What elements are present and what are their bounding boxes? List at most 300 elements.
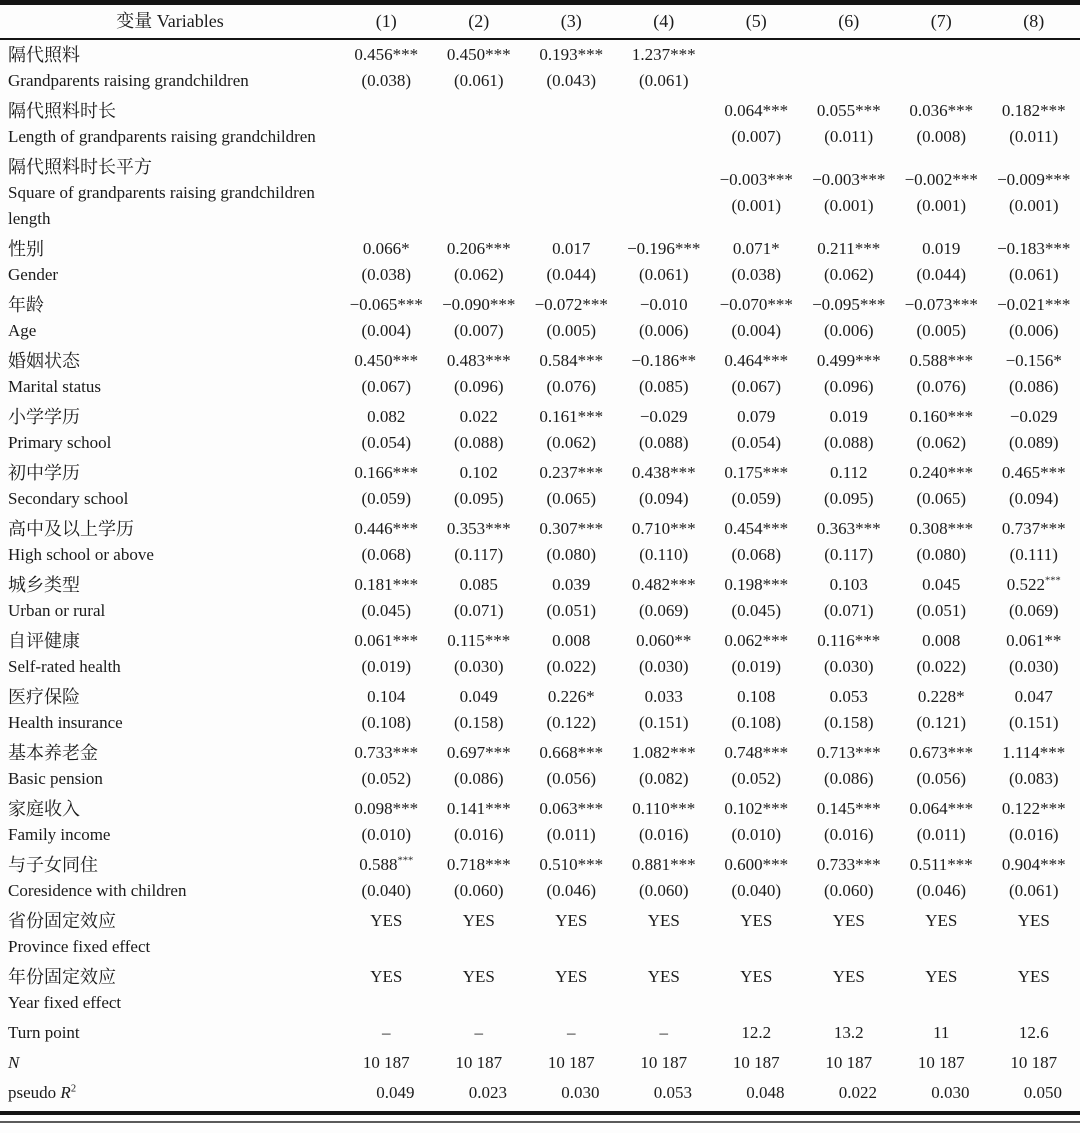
coefficient: YES <box>1017 911 1050 930</box>
standard-error: (0.001) <box>1008 196 1059 215</box>
standard-error: (0.096) <box>823 377 874 396</box>
standard-error: (0.061) <box>1008 265 1059 284</box>
coefficient: 1.237*** <box>631 45 696 64</box>
standard-error: (0.117) <box>824 545 874 564</box>
value-cell <box>433 42 526 94</box>
coefficient: 0.206*** <box>446 239 511 258</box>
value-cell <box>710 154 803 232</box>
value-cell <box>618 908 711 960</box>
coefficient: YES <box>925 911 958 930</box>
variable-label <box>0 908 340 960</box>
value-cell <box>525 852 618 904</box>
coefficient: 0.450*** <box>354 351 419 370</box>
coefficient: 0.483*** <box>446 351 511 370</box>
standard-error: (0.061) <box>638 265 689 284</box>
standard-error: (0.068) <box>361 545 412 564</box>
coefficient: 0.697*** <box>446 743 511 762</box>
coefficient: YES <box>1017 967 1050 986</box>
variable-label-zh: 年龄 <box>8 295 44 315</box>
value-cell <box>340 908 433 960</box>
variable-label-en: Basic pension <box>8 769 103 788</box>
coefficient: 0.363*** <box>816 519 881 538</box>
value-cell <box>433 154 526 232</box>
table-row <box>0 850 1080 906</box>
standard-error: (0.044) <box>916 265 967 284</box>
value-cell <box>618 964 711 1016</box>
column-header: (4) <box>653 11 675 31</box>
value-cell <box>895 292 988 344</box>
coefficient: 0.008 <box>552 631 591 650</box>
stat-row-label: Turn point <box>8 1023 80 1042</box>
variable-label <box>0 154 340 232</box>
coefficient: 0.060** <box>636 631 692 650</box>
value-cell <box>433 572 526 624</box>
value-cell <box>525 516 618 568</box>
coefficient <box>340 98 433 124</box>
value-cell <box>988 154 1080 232</box>
coefficient: – <box>567 1023 576 1042</box>
table-row <box>0 234 1080 290</box>
table-row <box>0 626 1080 682</box>
value-cell <box>803 628 896 680</box>
coefficient: 0.499*** <box>816 351 881 370</box>
coefficient: 0.079 <box>737 407 776 426</box>
variable-label-zh: 高中及以上学历 <box>8 519 134 539</box>
coefficient: −0.003*** <box>719 170 793 189</box>
coefficient: 0.161*** <box>539 407 604 426</box>
coefficient: YES <box>925 967 958 986</box>
coefficient: −0.072*** <box>534 295 608 314</box>
value-cell <box>988 98 1080 150</box>
coefficient: 12.2 <box>741 1023 772 1042</box>
coefficient: 0.122*** <box>1001 799 1066 818</box>
coefficient: −0.073*** <box>904 295 978 314</box>
variable-label <box>0 98 340 150</box>
variable-label-zh: 性别 <box>8 239 44 259</box>
value-cell <box>340 1020 433 1046</box>
standard-error: (0.076) <box>546 377 597 396</box>
variable-label <box>0 404 340 456</box>
value-cell <box>895 628 988 680</box>
column-header: (1) <box>375 11 397 31</box>
coefficient: 0.112 <box>829 463 868 482</box>
value-cell <box>710 42 803 94</box>
table-row <box>0 402 1080 458</box>
value-cell <box>340 796 433 848</box>
value-cell <box>525 98 618 150</box>
variable-label-en: Primary school <box>8 433 112 452</box>
standard-error: (0.060) <box>823 881 874 900</box>
value-cell <box>803 1020 896 1046</box>
coefficient: 0.733*** <box>816 855 881 874</box>
column-header: (5) <box>745 11 767 31</box>
coefficient: 10 187 <box>1010 1053 1058 1072</box>
value-cell <box>988 796 1080 848</box>
standard-error: (0.151) <box>638 713 689 732</box>
coefficient: −0.065*** <box>349 295 423 314</box>
value-cell <box>988 1050 1080 1076</box>
coefficient: 0.045 <box>922 575 961 594</box>
coefficient: 0.668*** <box>539 743 604 762</box>
value-cell <box>895 1080 988 1106</box>
variable-label <box>0 572 340 624</box>
coefficient: 0.061*** <box>354 631 419 650</box>
coefficient: −0.002*** <box>904 170 978 189</box>
variable-label-zh: 家庭收入 <box>8 799 80 819</box>
standard-error: (0.054) <box>361 433 412 452</box>
coefficient: 10 187 <box>732 1053 780 1072</box>
value-cell <box>895 1020 988 1046</box>
value-cell <box>525 628 618 680</box>
standard-error: (0.086) <box>453 769 504 788</box>
coefficient: 0.064*** <box>724 101 789 120</box>
standard-error: (0.065) <box>916 489 967 508</box>
value-cell <box>340 572 433 624</box>
value-cell <box>988 348 1080 400</box>
standard-error: (0.062) <box>916 433 967 452</box>
standard-error: (0.030) <box>1008 657 1059 676</box>
value-cell <box>803 516 896 568</box>
coefficient: 0.584*** <box>539 351 604 370</box>
column-header: (6) <box>838 11 860 31</box>
standard-error: (0.008) <box>916 127 967 146</box>
value-cell <box>433 908 526 960</box>
coefficient: 0.446*** <box>354 519 419 538</box>
standard-error: (0.001) <box>823 196 874 215</box>
value-cell <box>340 964 433 1016</box>
table-row <box>0 1018 1080 1048</box>
value-cell <box>988 516 1080 568</box>
value-cell <box>895 460 988 512</box>
standard-error: (0.095) <box>453 489 504 508</box>
standard-error: (0.016) <box>638 825 689 844</box>
coefficient: 0.033 <box>644 687 683 706</box>
value-cell <box>895 964 988 1016</box>
table-row <box>0 1078 1080 1108</box>
coefficient: 0.240*** <box>909 463 974 482</box>
value-cell <box>803 740 896 792</box>
coefficient <box>618 98 711 124</box>
standard-error: (0.060) <box>638 881 689 900</box>
value-cell <box>618 98 711 150</box>
variable-label-en: Age <box>8 321 37 340</box>
coefficient: 0.053 <box>829 687 868 706</box>
value-cell <box>988 1020 1080 1046</box>
variable-label-en: Urban or rural <box>8 601 106 620</box>
variable-label-en: Health insurance <box>8 713 123 732</box>
standard-error: (0.108) <box>361 713 412 732</box>
coefficient: 10 187 <box>362 1053 410 1072</box>
value-cell <box>525 740 618 792</box>
coefficient: YES <box>462 967 495 986</box>
value-cell <box>988 1080 1080 1106</box>
standard-error: (0.052) <box>731 769 782 788</box>
value-cell <box>618 236 711 288</box>
standard-error: (0.045) <box>361 601 412 620</box>
value-cell <box>525 404 618 456</box>
coefficient: 0.049 <box>376 1083 415 1102</box>
coefficient: YES <box>647 967 680 986</box>
value-cell <box>340 740 433 792</box>
coefficient: 0.145*** <box>816 799 881 818</box>
standard-error: (0.005) <box>546 321 597 340</box>
value-cell <box>988 236 1080 288</box>
variable-label <box>0 852 340 904</box>
value-cell <box>895 98 988 150</box>
standard-error: (0.089) <box>1008 433 1059 452</box>
coefficient: 0.588*** <box>909 351 974 370</box>
value-cell <box>895 1050 988 1076</box>
standard-error: (0.011) <box>916 825 966 844</box>
value-cell <box>803 1050 896 1076</box>
table-row <box>0 682 1080 738</box>
standard-error: (0.010) <box>361 825 412 844</box>
standard-error: (0.040) <box>731 881 782 900</box>
variable-label <box>0 460 340 512</box>
value-cell <box>988 404 1080 456</box>
standard-error <box>710 68 803 94</box>
value-cell <box>340 348 433 400</box>
coefficient: 0.085 <box>459 575 498 594</box>
coefficient: 0.718*** <box>446 855 511 874</box>
value-cell <box>710 796 803 848</box>
coefficient: 0.071* <box>732 239 780 258</box>
standard-error <box>988 68 1080 94</box>
coefficient: 0.062*** <box>724 631 789 650</box>
value-cell <box>433 628 526 680</box>
coefficient: −0.183*** <box>997 239 1071 258</box>
standard-error <box>340 124 433 150</box>
header-variables: 变量 Variables <box>116 11 224 31</box>
coefficient: 0.048 <box>746 1083 785 1102</box>
value-cell <box>710 1080 803 1106</box>
standard-error: (0.158) <box>453 713 504 732</box>
value-cell <box>710 1050 803 1076</box>
standard-error: (0.005) <box>916 321 967 340</box>
variable-label-zh: 隔代照料时长 <box>8 101 116 121</box>
standard-error: (0.086) <box>1008 377 1059 396</box>
variable-label-en: Coresidence with children <box>8 881 187 900</box>
value-cell <box>710 572 803 624</box>
standard-error: (0.088) <box>823 433 874 452</box>
variable-label <box>0 236 340 288</box>
table-row <box>0 738 1080 794</box>
value-cell <box>525 348 618 400</box>
value-cell <box>618 572 711 624</box>
variable-label-zh: 自评健康 <box>8 631 80 651</box>
variable-label <box>0 796 340 848</box>
value-cell <box>525 1050 618 1076</box>
coefficient: 0.511*** <box>909 855 973 874</box>
standard-error: (0.122) <box>546 713 597 732</box>
coefficient: 0.450*** <box>446 45 511 64</box>
value-cell <box>803 964 896 1016</box>
coefficient: 1.114*** <box>1002 743 1066 762</box>
coefficient: 0.116*** <box>817 631 881 650</box>
coefficient: 0.008 <box>922 631 961 650</box>
value-cell <box>525 964 618 1016</box>
standard-error: (0.088) <box>638 433 689 452</box>
value-cell <box>710 964 803 1016</box>
value-cell <box>340 236 433 288</box>
stat-row-label: pseudo $R^2$ <box>8 1083 77 1102</box>
coefficient: 0.588*** <box>359 855 414 874</box>
standard-error: (0.068) <box>731 545 782 564</box>
standard-error: (0.062) <box>453 265 504 284</box>
coefficient: 0.713*** <box>816 743 881 762</box>
value-cell <box>895 684 988 736</box>
standard-error: (0.059) <box>361 489 412 508</box>
standard-error: (0.061) <box>453 71 504 90</box>
value-cell <box>618 796 711 848</box>
standard-error: (0.080) <box>916 545 967 564</box>
coefficient: YES <box>832 911 865 930</box>
value-cell <box>433 852 526 904</box>
variable-label-zh: 城乡类型 <box>8 575 80 595</box>
standard-error: (0.019) <box>731 657 782 676</box>
value-cell <box>895 796 988 848</box>
value-cell <box>618 684 711 736</box>
value-cell <box>618 460 711 512</box>
value-cell <box>895 572 988 624</box>
value-cell <box>710 98 803 150</box>
standard-error: (0.046) <box>546 881 597 900</box>
value-cell <box>340 154 433 232</box>
value-cell <box>340 1080 433 1106</box>
coefficient: YES <box>370 967 403 986</box>
value-cell <box>525 796 618 848</box>
value-cell <box>618 740 711 792</box>
coefficient: 0.673*** <box>909 743 974 762</box>
coefficient: −0.090*** <box>442 295 516 314</box>
coefficient: −0.196*** <box>627 239 701 258</box>
value-cell <box>525 236 618 288</box>
coefficient: 0.198*** <box>724 575 789 594</box>
standard-error: (0.069) <box>638 601 689 620</box>
standard-error: (0.111) <box>1009 545 1058 564</box>
value-cell <box>803 236 896 288</box>
value-cell <box>988 292 1080 344</box>
coefficient: 0.226* <box>547 687 595 706</box>
variable-label-zh: 婚姻状态 <box>8 351 80 371</box>
coefficient: 0.904*** <box>1001 855 1066 874</box>
standard-error: (0.019) <box>361 657 412 676</box>
value-cell <box>340 1050 433 1076</box>
standard-error: (0.095) <box>823 489 874 508</box>
coefficient: 0.019 <box>922 239 961 258</box>
value-cell <box>433 460 526 512</box>
value-cell <box>618 404 711 456</box>
variable-label-en: Gender <box>8 265 59 284</box>
value-cell <box>340 852 433 904</box>
coefficient <box>988 42 1080 68</box>
coefficient <box>618 167 711 193</box>
standard-error: (0.016) <box>453 825 504 844</box>
standard-error: (0.121) <box>916 713 967 732</box>
column-header: (2) <box>468 11 490 31</box>
coefficient: 0.182*** <box>1001 101 1066 120</box>
table-row <box>0 96 1080 152</box>
value-cell <box>340 516 433 568</box>
coefficient: 0.055*** <box>816 101 881 120</box>
table-row <box>0 1048 1080 1078</box>
coefficient: YES <box>832 967 865 986</box>
coefficient: 0.510*** <box>539 855 604 874</box>
value-cell <box>340 684 433 736</box>
coefficient: 0.022 <box>838 1083 877 1102</box>
variable-label-en: High school or above <box>8 545 154 564</box>
standard-error: (0.043) <box>546 71 597 90</box>
variable-label <box>0 1050 340 1076</box>
value-cell <box>340 460 433 512</box>
standard-error: (0.006) <box>638 321 689 340</box>
table-row <box>0 40 1080 96</box>
coefficient <box>340 167 433 193</box>
variable-label <box>0 1080 340 1106</box>
standard-error <box>895 68 988 94</box>
standard-error: (0.062) <box>546 433 597 452</box>
value-cell <box>803 572 896 624</box>
value-cell <box>618 42 711 94</box>
column-header: (7) <box>930 11 952 31</box>
standard-error: (0.004) <box>731 321 782 340</box>
standard-error: (0.151) <box>1008 713 1059 732</box>
coefficient: 0.030 <box>931 1083 970 1102</box>
value-cell <box>525 572 618 624</box>
table-row <box>0 570 1080 626</box>
coefficient: 0.175*** <box>724 463 789 482</box>
standard-error: (0.056) <box>546 769 597 788</box>
value-cell <box>803 292 896 344</box>
standard-error: (0.006) <box>1008 321 1059 340</box>
coefficient: 0.465*** <box>1001 463 1066 482</box>
table-bottom-hairline <box>0 1121 1080 1123</box>
value-cell <box>710 404 803 456</box>
standard-error <box>433 124 526 150</box>
value-cell <box>710 460 803 512</box>
coefficient: 0.482*** <box>631 575 696 594</box>
value-cell <box>710 740 803 792</box>
table-row <box>0 290 1080 346</box>
coefficient: 0.464*** <box>724 351 789 370</box>
standard-error: (0.056) <box>916 769 967 788</box>
value-cell <box>433 1050 526 1076</box>
variable-label-en: Province fixed effect <box>8 937 151 956</box>
coefficient: 1.082*** <box>631 743 696 762</box>
value-cell <box>433 796 526 848</box>
coefficient: 0.438*** <box>631 463 696 482</box>
table-row <box>0 152 1080 234</box>
coefficient: 0.110*** <box>632 799 696 818</box>
standard-error: (0.016) <box>823 825 874 844</box>
value-cell <box>988 964 1080 1016</box>
coefficient: 12.6 <box>1018 1023 1049 1042</box>
table-bottom-rule <box>0 1111 1080 1115</box>
value-cell <box>433 348 526 400</box>
value-cell <box>525 1020 618 1046</box>
variable-label <box>0 516 340 568</box>
stat-row-label: N <box>8 1053 20 1072</box>
coefficient: −0.095*** <box>812 295 886 314</box>
standard-error: (0.088) <box>453 433 504 452</box>
column-header: (8) <box>1023 11 1045 31</box>
standard-error: (0.076) <box>916 377 967 396</box>
value-cell <box>618 1080 711 1106</box>
coefficient: 13.2 <box>833 1023 864 1042</box>
variable-label <box>0 292 340 344</box>
coefficient: −0.156* <box>1005 351 1062 370</box>
value-cell <box>988 852 1080 904</box>
